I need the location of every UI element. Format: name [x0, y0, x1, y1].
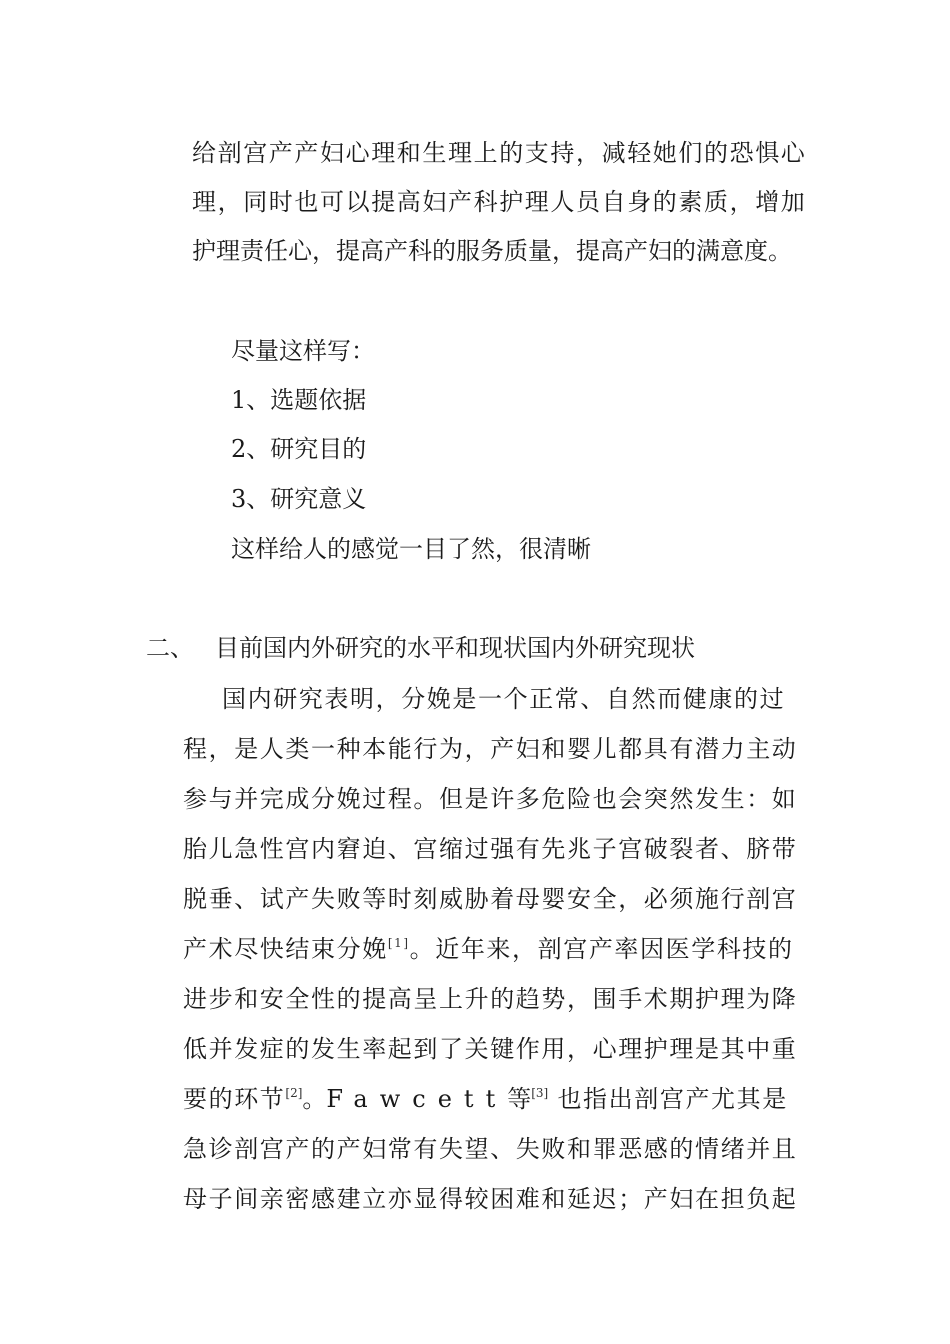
intro-line-2: 理，同时也可以提高妇产科护理人员自身的素质，增加 [192, 188, 807, 216]
body-line-9-period: 。 [302, 1085, 327, 1113]
body-line-6-start: 产术尽快结束分娩 [183, 935, 388, 963]
author-name: Fawcett [326, 1085, 508, 1113]
body-line-9 [183, 1083, 788, 1115]
body-line-9-end: 也指出剖宫产尤其是 [548, 1085, 788, 1113]
body-line-6-end: 。近年来，剖宫产率因医学科技的 [409, 935, 794, 963]
body-line-3: 参与并完成分娩过程。但是许多危险也会突然发生：如 [183, 785, 798, 813]
intro-line-1: 给剖宫产产妇心理和生理上的支持，减轻她们的恐惧心 [192, 139, 807, 167]
body-line-9-start: 要的环节 [183, 1085, 286, 1113]
citation-ref-3: [3] [531, 1086, 549, 1100]
tips-item-1: 1、选题依据 [231, 386, 367, 414]
tips-heading: 尽量这样写： [231, 337, 375, 365]
body-line-8: 低并发症的发生率起到了关键作用，心理护理是其中重 [183, 1035, 798, 1063]
body-line-9-deng: 等 [507, 1085, 532, 1113]
body-line-2: 程，是人类一种本能行为，产妇和婴儿都具有潜力主动 [183, 735, 798, 763]
section-number: 二、 [146, 634, 194, 662]
section-title: 目前国内外研究的水平和现状国内外研究现状 [215, 634, 695, 662]
tips-item-2: 2、研究目的 [231, 435, 367, 463]
intro-line-3: 护理责任心，提高产科的服务质量，提高产妇的满意度。 [192, 237, 792, 265]
body-line-6 [183, 933, 794, 965]
body-line-11: 母子间亲密感建立亦显得较困难和延迟；产妇在担负起 [183, 1185, 798, 1213]
body-line-1: 国内研究表明，分娩是一个正常、自然而健康的过 [222, 685, 786, 713]
body-line-10: 急诊剖宫产的产妇常有失望、失败和罪恶感的情绪并且 [183, 1135, 798, 1163]
tips-closing: 这样给人的感觉一目了然，很清晰 [231, 535, 591, 563]
body-line-4: 胎儿急性宫内窘迫、宫缩过强有先兆子宫破裂者、脐带 [183, 835, 798, 863]
body-line-5: 脱垂、试产失败等时刻威胁着母婴安全，必须施行剖宫 [183, 885, 798, 913]
citation-ref-2: [2] [285, 1086, 303, 1100]
citation-ref-1: [1] [387, 936, 410, 950]
body-line-7: 进步和安全性的提高呈上升的趋势，围手术期护理为降 [183, 985, 798, 1013]
tips-item-3: 3、研究意义 [231, 485, 367, 513]
